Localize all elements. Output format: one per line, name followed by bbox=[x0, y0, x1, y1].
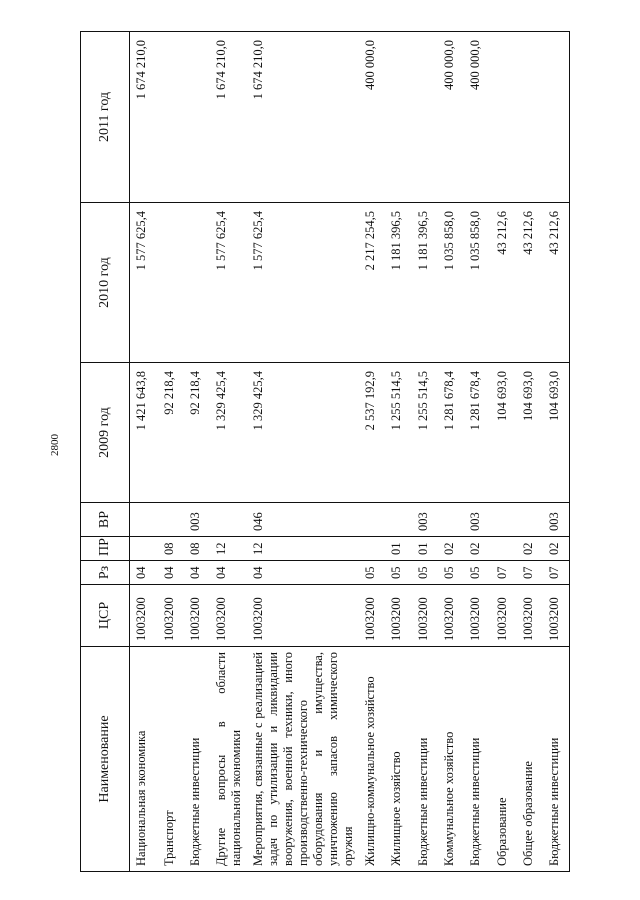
cell-csr: 1003200 bbox=[247, 585, 359, 647]
cell-y2009: 104 693,0 bbox=[491, 363, 517, 503]
cell-y2011 bbox=[385, 32, 411, 203]
table-row bbox=[385, 32, 411, 872]
cell-csr: 1003200 bbox=[130, 585, 158, 647]
cell-y2009: 1 281 678,4 bbox=[464, 363, 490, 503]
cell-rz: 04 bbox=[130, 561, 158, 585]
cell-y2010: 1 577 625,4 bbox=[210, 203, 246, 363]
cell-csr: 1003200 bbox=[158, 585, 184, 647]
cell-y2009: 1 255 514,5 bbox=[385, 363, 411, 503]
cell-pr: 01 bbox=[385, 537, 411, 561]
cell-name: Жилищное хозяйство bbox=[385, 647, 411, 872]
cell-y2010: 43 212,6 bbox=[491, 203, 517, 363]
cell-y2011: 1 674 210,0 bbox=[130, 32, 158, 203]
cell-csr: 1003200 bbox=[385, 585, 411, 647]
cell-name: Транспорт bbox=[158, 647, 184, 872]
cell-pr: 02 bbox=[543, 537, 569, 561]
cell-y2010: 1 035 858,0 bbox=[464, 203, 490, 363]
cell-pr: 02 bbox=[438, 537, 464, 561]
cell-y2011: 400 000,0 bbox=[359, 32, 385, 203]
table-row bbox=[412, 32, 438, 872]
header-2009: 2009 год bbox=[81, 363, 130, 503]
cell-vr bbox=[158, 503, 184, 537]
cell-y2010: 43 212,6 bbox=[543, 203, 569, 363]
cell-y2009: 1 421 643,8 bbox=[130, 363, 158, 503]
cell-pr: 08 bbox=[184, 537, 210, 561]
cell-y2011: 400 000,0 bbox=[438, 32, 464, 203]
cell-rz: 07 bbox=[517, 561, 543, 585]
cell-csr: 1003200 bbox=[184, 585, 210, 647]
page-number: 2800 bbox=[49, 434, 61, 456]
cell-y2010: 1 577 625,4 bbox=[130, 203, 158, 363]
cell-y2009: 92 218,4 bbox=[158, 363, 184, 503]
cell-vr: 003 bbox=[412, 503, 438, 537]
table-row bbox=[464, 32, 490, 872]
cell-y2011 bbox=[517, 32, 543, 203]
cell-name: Национальная экономика bbox=[130, 647, 158, 872]
rotated-table-container bbox=[80, 32, 570, 872]
table-row bbox=[247, 32, 359, 872]
cell-csr: 1003200 bbox=[464, 585, 490, 647]
cell-y2010 bbox=[158, 203, 184, 363]
cell-y2009: 1 329 425,4 bbox=[210, 363, 246, 503]
table-row bbox=[158, 32, 184, 872]
cell-y2010: 2 217 254,5 bbox=[359, 203, 385, 363]
cell-y2011 bbox=[412, 32, 438, 203]
cell-y2009: 104 693,0 bbox=[517, 363, 543, 503]
cell-rz: 05 bbox=[438, 561, 464, 585]
cell-y2009: 92 218,4 bbox=[184, 363, 210, 503]
cell-pr: 08 bbox=[158, 537, 184, 561]
cell-y2011: 400 000,0 bbox=[464, 32, 490, 203]
table-row bbox=[359, 32, 385, 872]
cell-rz: 04 bbox=[247, 561, 359, 585]
cell-name: Другие вопросы в области национальной экономики bbox=[210, 647, 246, 872]
cell-vr: 003 bbox=[543, 503, 569, 537]
cell-csr: 1003200 bbox=[412, 585, 438, 647]
cell-csr: 1003200 bbox=[210, 585, 246, 647]
cell-y2010 bbox=[184, 203, 210, 363]
cell-pr: 12 bbox=[210, 537, 246, 561]
cell-pr bbox=[130, 537, 158, 561]
cell-name: Мероприятия, связанные с реализацией задач по утилизации и ликвидации вооружения, военной техники, иного производственно-технического оборудования и имущества, уничтожению запасов химического оружия bbox=[247, 647, 359, 872]
cell-name: Общее образование bbox=[517, 647, 543, 872]
cell-y2009: 104 693,0 bbox=[543, 363, 569, 503]
cell-y2011: 1 674 210,0 bbox=[210, 32, 246, 203]
cell-pr: 02 bbox=[517, 537, 543, 561]
header-rz: Рз bbox=[81, 561, 130, 585]
cell-y2009: 1 329 425,4 bbox=[247, 363, 359, 503]
cell-rz: 04 bbox=[210, 561, 246, 585]
table-header-row bbox=[81, 32, 130, 872]
cell-rz: 05 bbox=[412, 561, 438, 585]
cell-y2010: 1 181 396,5 bbox=[385, 203, 411, 363]
cell-rz: 05 bbox=[385, 561, 411, 585]
cell-name: Бюджетные инвестиции bbox=[412, 647, 438, 872]
cell-rz: 04 bbox=[158, 561, 184, 585]
table-row bbox=[130, 32, 158, 872]
cell-y2011 bbox=[543, 32, 569, 203]
cell-y2010: 43 212,6 bbox=[517, 203, 543, 363]
cell-y2010: 1 181 396,5 bbox=[412, 203, 438, 363]
cell-csr: 1003200 bbox=[517, 585, 543, 647]
cell-y2009: 1 255 514,5 bbox=[412, 363, 438, 503]
header-vr: ВР bbox=[81, 503, 130, 537]
cell-vr bbox=[491, 503, 517, 537]
cell-csr: 1003200 bbox=[491, 585, 517, 647]
table-row bbox=[210, 32, 246, 872]
budget-table bbox=[80, 31, 570, 872]
cell-y2011: 1 674 210,0 bbox=[247, 32, 359, 203]
cell-y2009: 2 537 192,9 bbox=[359, 363, 385, 503]
table-row bbox=[438, 32, 464, 872]
header-pr: ПР bbox=[81, 537, 130, 561]
cell-name: Жилищно-коммунальное хозяйство bbox=[359, 647, 385, 872]
cell-csr: 1003200 bbox=[543, 585, 569, 647]
cell-vr: 003 bbox=[464, 503, 490, 537]
cell-csr: 1003200 bbox=[438, 585, 464, 647]
cell-csr: 1003200 bbox=[359, 585, 385, 647]
cell-vr bbox=[517, 503, 543, 537]
cell-pr: 02 bbox=[464, 537, 490, 561]
table-row bbox=[184, 32, 210, 872]
header-2011: 2011 год bbox=[81, 32, 130, 203]
cell-y2011 bbox=[491, 32, 517, 203]
cell-rz: 07 bbox=[491, 561, 517, 585]
cell-y2011 bbox=[184, 32, 210, 203]
cell-vr bbox=[385, 503, 411, 537]
cell-rz: 05 bbox=[359, 561, 385, 585]
cell-vr: 046 bbox=[247, 503, 359, 537]
cell-pr: 01 bbox=[412, 537, 438, 561]
cell-name: Коммунальное хозяйство bbox=[438, 647, 464, 872]
cell-vr bbox=[438, 503, 464, 537]
cell-y2010: 1 035 858,0 bbox=[438, 203, 464, 363]
cell-vr bbox=[359, 503, 385, 537]
cell-pr bbox=[359, 537, 385, 561]
cell-vr bbox=[130, 503, 158, 537]
table-row bbox=[517, 32, 543, 872]
cell-name: Бюджетные инвестиции bbox=[184, 647, 210, 872]
cell-y2009: 1 281 678,4 bbox=[438, 363, 464, 503]
cell-y2010: 1 577 625,4 bbox=[247, 203, 359, 363]
cell-rz: 07 bbox=[543, 561, 569, 585]
table-row bbox=[491, 32, 517, 872]
cell-vr: 003 bbox=[184, 503, 210, 537]
header-name: Наименование bbox=[81, 647, 130, 872]
cell-pr: 12 bbox=[247, 537, 359, 561]
cell-name: Бюджетные инвестиции bbox=[543, 647, 569, 872]
cell-name: Образование bbox=[491, 647, 517, 872]
header-csr: ЦСР bbox=[81, 585, 130, 647]
cell-y2011 bbox=[158, 32, 184, 203]
header-2010: 2010 год bbox=[81, 203, 130, 363]
cell-name: Бюджетные инвестиции bbox=[464, 647, 490, 872]
cell-pr bbox=[491, 537, 517, 561]
cell-rz: 05 bbox=[464, 561, 490, 585]
table-body bbox=[130, 32, 570, 872]
table-row bbox=[543, 32, 569, 872]
cell-vr bbox=[210, 503, 246, 537]
cell-rz: 04 bbox=[184, 561, 210, 585]
